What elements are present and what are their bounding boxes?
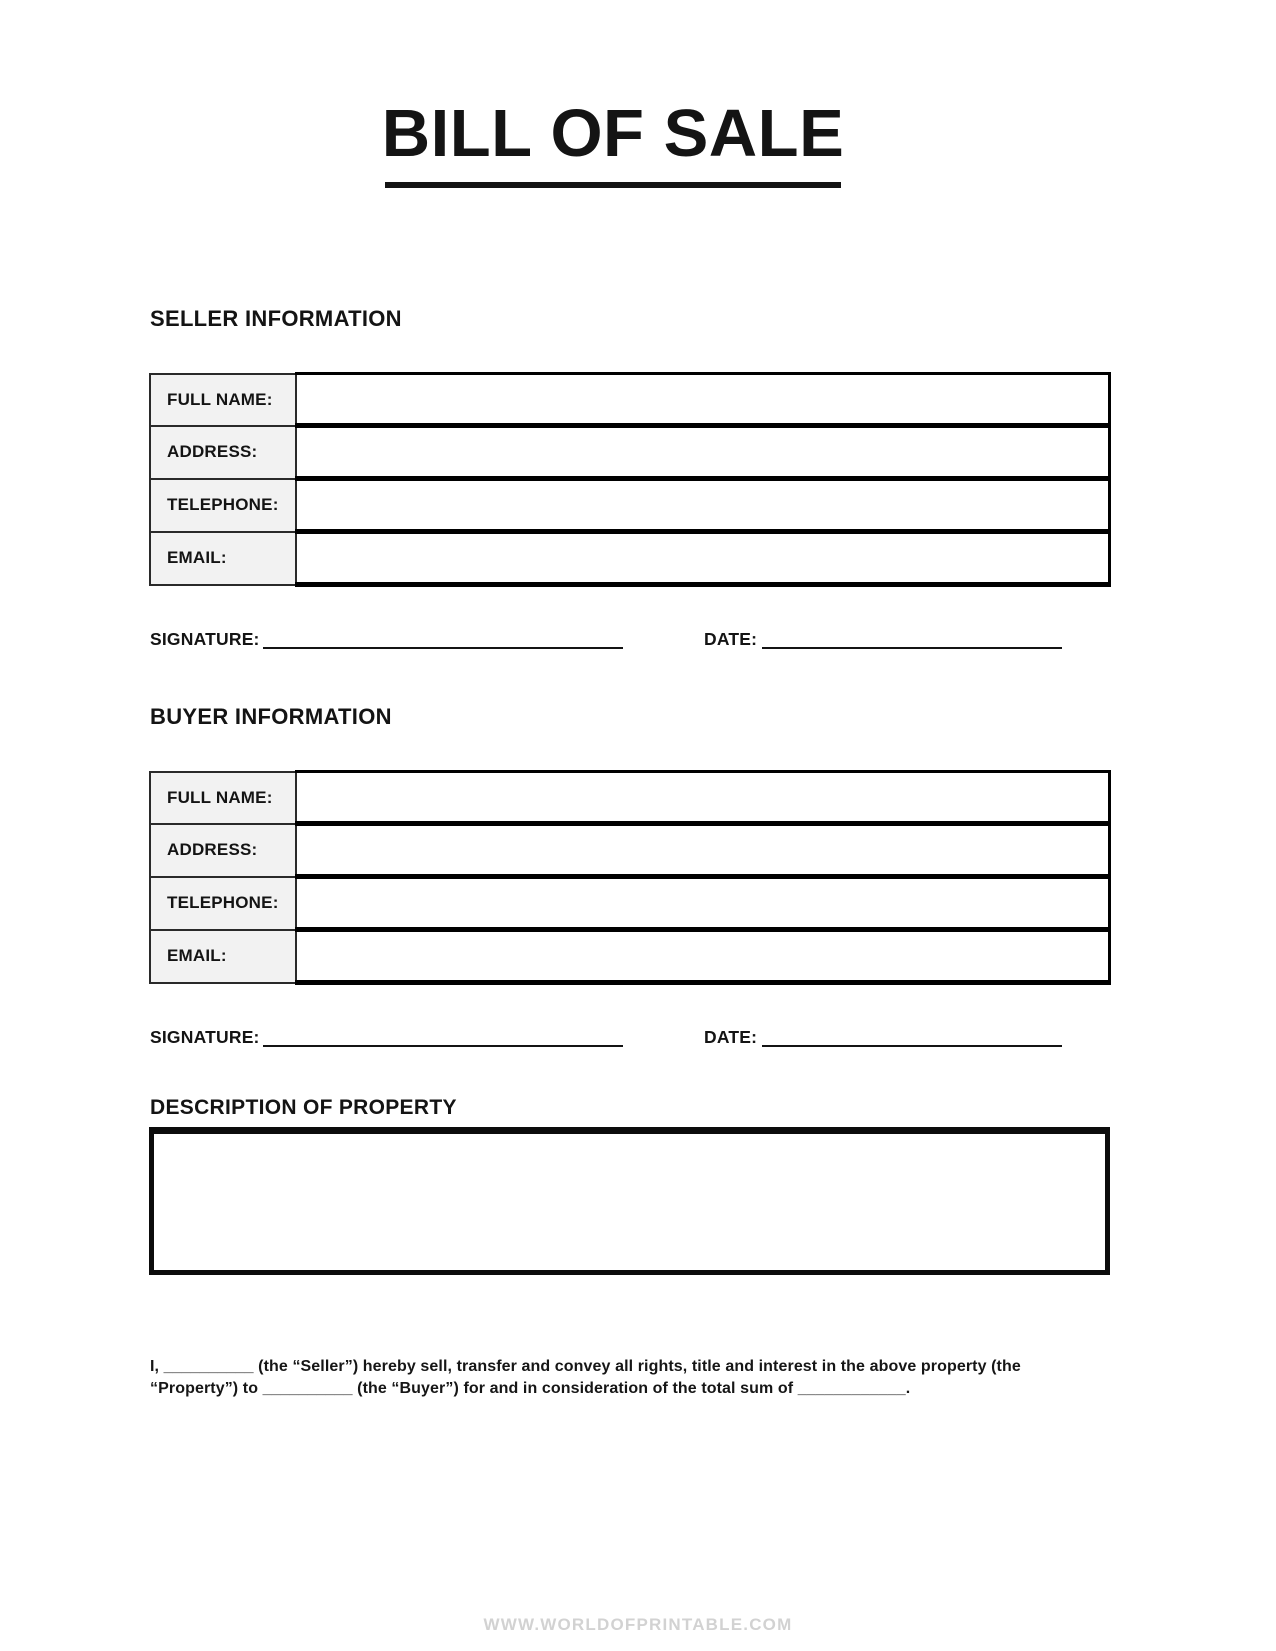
seller-signature-label: SIGNATURE: bbox=[150, 629, 260, 649]
buyer-telephone-field[interactable] bbox=[296, 877, 1110, 930]
table-row bbox=[150, 930, 1110, 983]
seller-address-field[interactable] bbox=[296, 426, 1110, 479]
seller-section-heading: SELLER INFORMATION bbox=[150, 306, 402, 331]
title-underline bbox=[385, 182, 841, 188]
seller-address-label: ADDRESS: bbox=[150, 426, 296, 479]
declaration-text: I, __________ (the “Seller”) hereby sell, transfer and convey all rights, title and interest in the above property (the “Property”) to __________ (the “Buyer”) for and in consideration of the total sum of ____________. bbox=[150, 1358, 1021, 1397]
buyer-full-name-label: FULL NAME: bbox=[150, 772, 296, 824]
seller-date-line[interactable] bbox=[762, 647, 1062, 649]
seller-info-table bbox=[149, 372, 1111, 587]
buyer-email-field[interactable] bbox=[296, 930, 1110, 983]
seller-telephone-field[interactable] bbox=[296, 479, 1110, 532]
table-row bbox=[150, 374, 1110, 426]
buyer-signature-line[interactable] bbox=[263, 1045, 623, 1047]
table-row bbox=[150, 877, 1110, 930]
table-row bbox=[150, 772, 1110, 824]
seller-date-label: DATE: bbox=[704, 629, 758, 649]
page-title: BILL OF SALE bbox=[381, 96, 845, 171]
buyer-date-label: DATE: bbox=[704, 1027, 758, 1047]
seller-telephone-label: TELEPHONE: bbox=[150, 479, 296, 532]
table-row bbox=[150, 532, 1110, 585]
buyer-section-heading: BUYER INFORMATION bbox=[150, 704, 392, 729]
buyer-email-label: EMAIL: bbox=[150, 930, 296, 983]
seller-full-name-field[interactable] bbox=[296, 374, 1110, 426]
table-row bbox=[150, 824, 1110, 877]
seller-signature-line[interactable] bbox=[263, 647, 623, 649]
title-block bbox=[0, 96, 1226, 188]
table-row bbox=[150, 426, 1110, 479]
buyer-date-line[interactable] bbox=[762, 1045, 1062, 1047]
buyer-address-label: ADDRESS: bbox=[150, 824, 296, 877]
buyer-telephone-label: TELEPHONE: bbox=[150, 877, 296, 930]
buyer-info-table bbox=[149, 770, 1111, 985]
property-section-heading: DESCRIPTION OF PROPERTY bbox=[150, 1096, 457, 1119]
seller-email-field[interactable] bbox=[296, 532, 1110, 585]
footer-url: WWW.WORLDOFPRINTABLE.COM bbox=[483, 1615, 793, 1634]
seller-email-label: EMAIL: bbox=[150, 532, 296, 585]
buyer-address-field[interactable] bbox=[296, 824, 1110, 877]
buyer-full-name-field[interactable] bbox=[296, 772, 1110, 824]
buyer-signature-label: SIGNATURE: bbox=[150, 1027, 260, 1047]
property-description-box[interactable] bbox=[149, 1127, 1110, 1275]
table-row bbox=[150, 479, 1110, 532]
seller-full-name-label: FULL NAME: bbox=[150, 374, 296, 426]
